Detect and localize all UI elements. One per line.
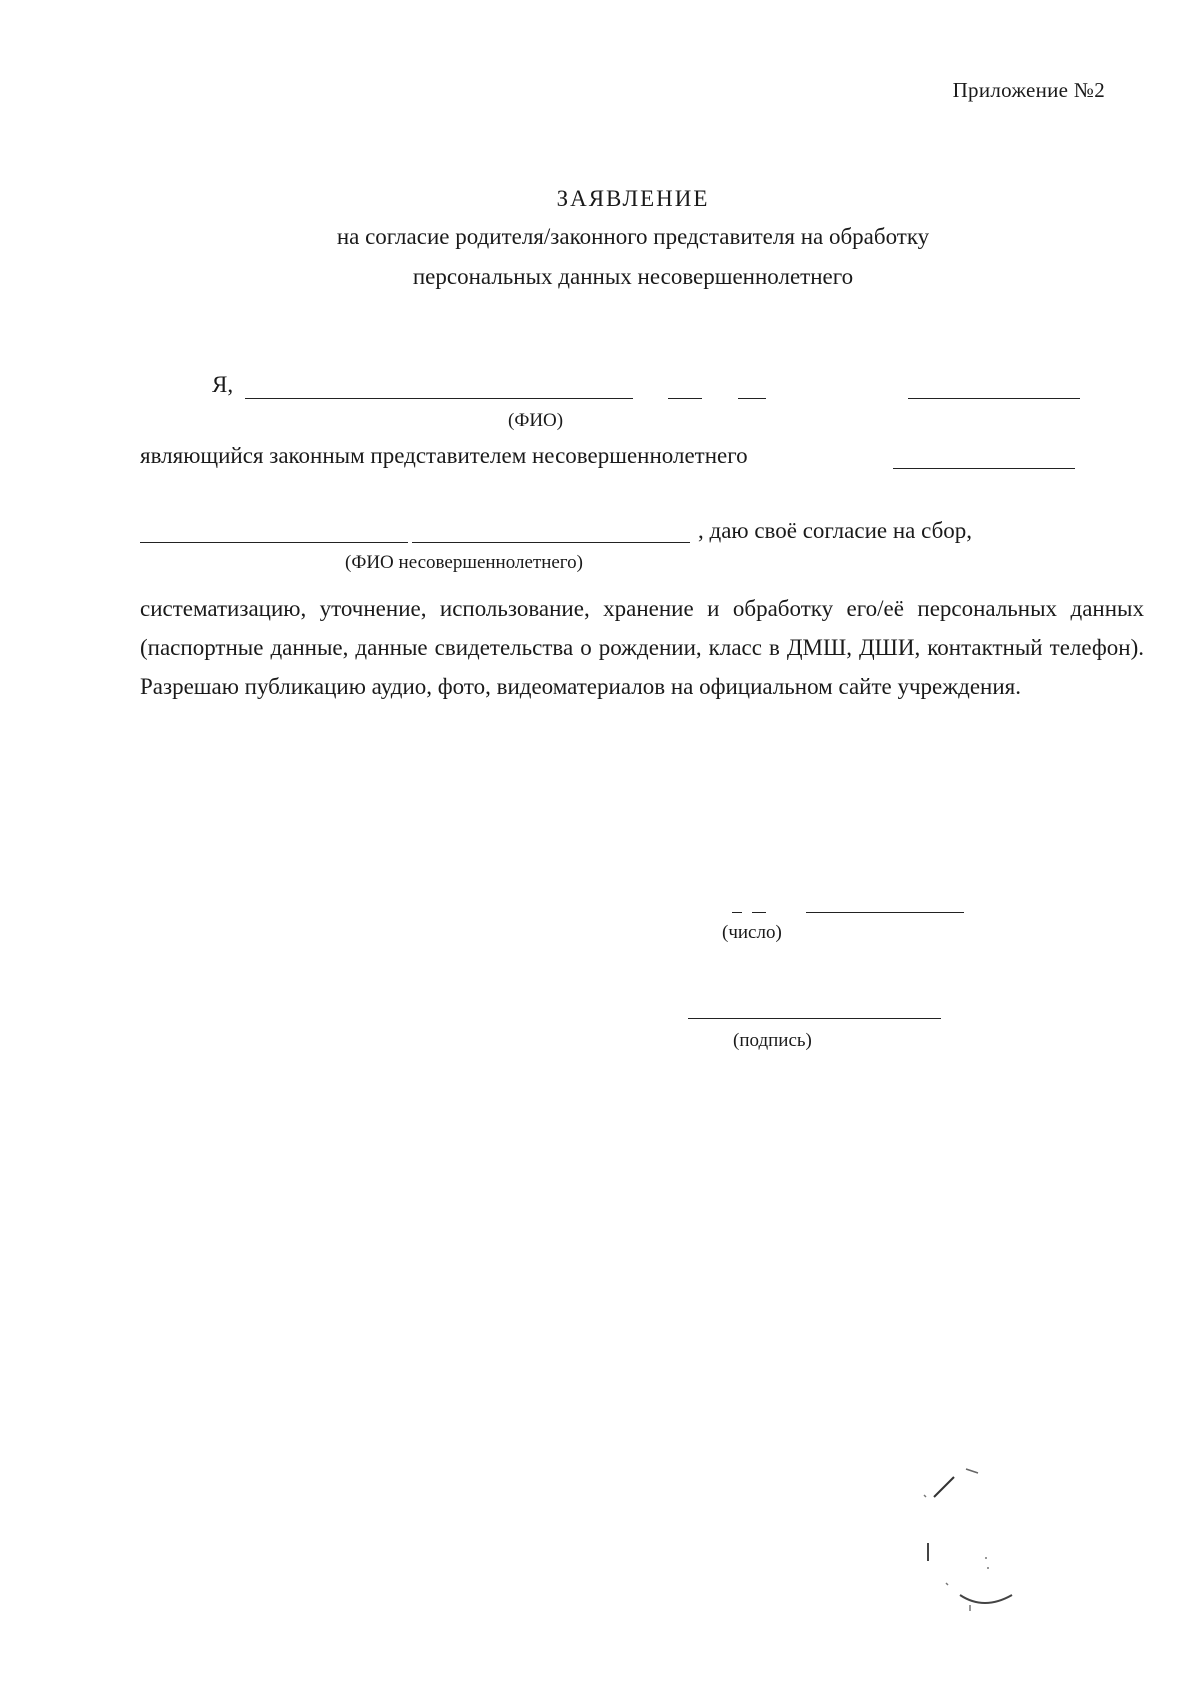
minor-name-field[interactable] xyxy=(140,542,408,543)
signature-field[interactable] xyxy=(688,1018,941,1019)
minor-fio-caption: (ФИО несовершеннолетнего) xyxy=(345,552,583,573)
signature-caption: (подпись) xyxy=(733,1030,812,1051)
minor-relation-field[interactable] xyxy=(893,468,1075,469)
date-field[interactable] xyxy=(806,912,964,913)
consent-paragraph: систематизацию, уточнение, использование, хранение и обработку его/её персональных данных (паспортные данные, данные свидетельства о рождении, класс в ДМШ, ДШИ, контактный телефон). Разрешаю публикацию аудио, фото, видеоматериалов на официальном сайте учреждения. xyxy=(140,596,1144,699)
parent-name-field[interactable] xyxy=(245,398,633,399)
document-title: ЗАЯВЛЕНИЕ xyxy=(556,186,710,211)
stamp-mark xyxy=(920,1455,1080,1615)
parent-name-field-segment xyxy=(908,398,1080,399)
document-subtitle-line1: на согласие родителя/законного представителя на обработку xyxy=(336,224,930,249)
parent-name-field-segment xyxy=(738,398,766,399)
parent-name-field-segment xyxy=(668,398,702,399)
representative-text: являющийся законным представителем несовершеннолетнего xyxy=(140,443,748,468)
fio-caption: (ФИО) xyxy=(508,410,564,431)
minor-name-field-segment xyxy=(412,542,690,543)
appendix-label: Приложение №2 xyxy=(952,78,1105,102)
document-subtitle-line2: персональных данных несовершеннолетнего xyxy=(412,264,854,289)
date-field-segment xyxy=(732,912,742,913)
date-caption: (число) xyxy=(722,922,782,943)
date-field-segment xyxy=(752,912,766,913)
i-prefix: Я, xyxy=(212,372,234,397)
consent-text: , даю своё согласие на сбор, xyxy=(698,518,973,543)
